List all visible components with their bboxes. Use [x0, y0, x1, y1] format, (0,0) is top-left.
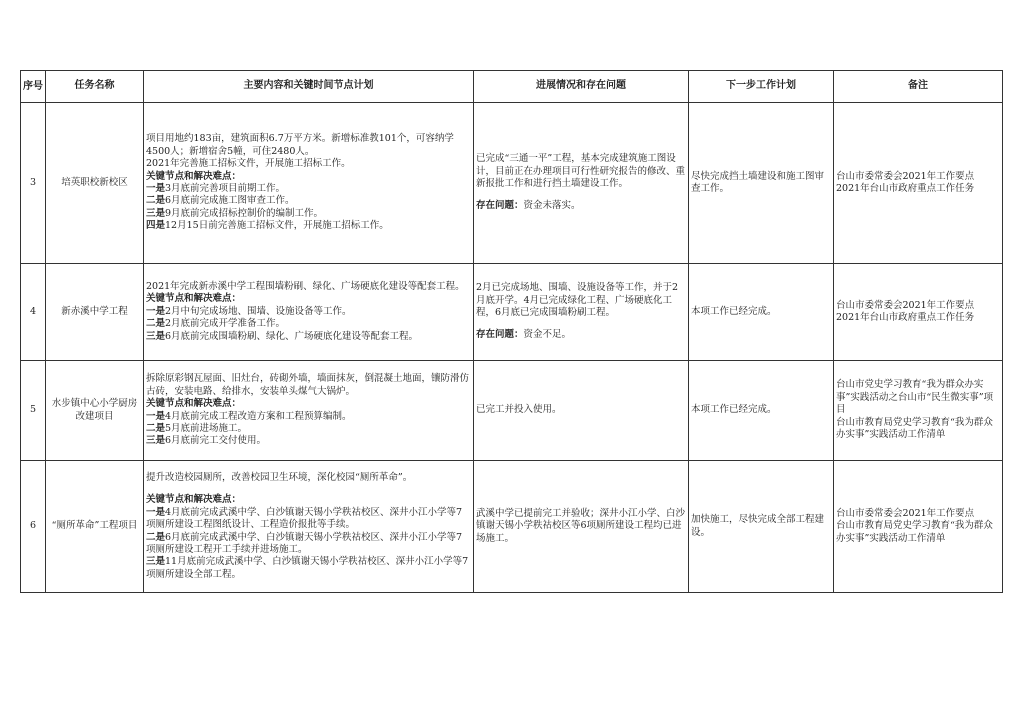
plan-line [146, 171, 471, 183]
header-plan: 主要内容和关键时间节点计划 [144, 71, 474, 103]
problem-label: 存在问题： [476, 329, 524, 341]
note-line: 2021年台山市政府重点工作任务 [836, 312, 975, 323]
task-name: 新赤溪中学工程 [46, 264, 144, 361]
plan-line [146, 435, 471, 447]
notes-cell [834, 264, 1003, 361]
plan-line [146, 423, 471, 435]
progress-text: 已完成“三通一平”工程，基本完成建筑施工图设计，目前正在办理项目可行性研究报告的修改、重新报批工作和进行挡土墙建设工作。 [476, 153, 686, 189]
plan-line-text: 11月底前完成武溪中学、白沙镇谢天锡小学秩祜校区、深井小江小学等7项厕所建设全部工程。 [146, 556, 469, 580]
plan-line-text: 2月底前完成开学准备工作。 [165, 318, 286, 330]
next-step: 本项工作已经完成。 [689, 361, 834, 461]
notes-cell [834, 461, 1003, 593]
plan-line-bold: 三是 [146, 556, 166, 568]
note-line: 台山市党史学习教育“我为群众办实事”实践活动之台山市“民生微实事”项目 [836, 379, 994, 416]
progress-cell [474, 361, 689, 461]
plan-line [146, 398, 471, 410]
plan-line [146, 494, 471, 506]
progress-cell [474, 461, 689, 593]
plan-line [146, 133, 471, 158]
progress-text: 已完工并投入使用。 [476, 404, 562, 416]
next-step: 加快施工，尽快完成全部工程建设。 [689, 461, 834, 593]
plan-line-bold: 关键节点和解决难点： [146, 494, 242, 506]
plan-line-text: 12月15日前完善施工招标文件，开展施工招标工作。 [165, 220, 389, 232]
plan-line-text: 9月底前完成招标控制价的编制工作。 [165, 207, 324, 219]
header-notes: 备注 [834, 71, 1003, 103]
plan-line-text: 2021年完善施工招标文件，开展施工招标工作。 [146, 158, 351, 170]
plan-line-bold: 二是 [146, 531, 166, 543]
plan-line-text: 3月底前完善项目前期工作。 [165, 183, 286, 194]
plan-line [146, 208, 471, 220]
plan-line-text: 6月底前完成武溪中学、白沙镇谢天锡小学秩祜校区、深井小江小学等7项厕所建设工程开工手续并进场施工。 [146, 531, 463, 555]
plan-cell [144, 103, 474, 264]
progress-text: 2月已完成场地、围墙、设施设备等工作，并于2月底开学。4月已完成绿化工程、广场硬底化工程，6月底已完成围墙粉刷工程。 [476, 282, 679, 318]
row-num: 6 [21, 461, 46, 593]
plan-line-bold: 一是 [146, 410, 166, 422]
plan-line-text: 4月底前完成工程改造方案和工程预算编制。 [165, 410, 352, 422]
plan-line-bold: 二是 [146, 422, 166, 434]
plan-line-bold: 一是 [146, 305, 166, 317]
table-row [21, 461, 1003, 593]
plan-line-bold: 二是 [146, 318, 166, 330]
plan-line-bold: 关键节点和解决难点： [146, 398, 242, 410]
plan-line-text: 6月底前完工交付使用。 [165, 435, 267, 447]
plan-line-text: 4月底前完成武溪中学、白沙镇谢天锡小学秩祜校区、深井小江小学等7项厕所建设工程图纸设计、工程造价报批等手续。 [146, 506, 463, 531]
plan-line-text: 2月中旬完成场地、围墙、设施设备等工作。 [165, 305, 352, 317]
plan-line [146, 507, 471, 532]
row-num: 4 [21, 264, 46, 361]
plan-line-text: 拆除原彩钢瓦屋面、旧灶台，砖砌外墙，墙面抹灰，倒混凝土地面，镶防滑仿古砖，安装电路、给排水，安装单头煤气大锅炉。 [146, 373, 470, 397]
task-name: 水步镇中心小学厨房改建项目 [46, 361, 144, 461]
plan-line [146, 158, 471, 170]
plan-line [146, 331, 471, 343]
plan-line [146, 373, 471, 398]
next-step: 尽快完成挡土墙建设和施工图审查工作。 [689, 103, 834, 264]
plan-line-text: 6月底前完成围墙粉刷、绿化、广场硬底化建设等配套工程。 [165, 330, 419, 342]
problem-text: 资金不足。 [523, 329, 572, 341]
plan-line [146, 532, 471, 557]
plan-line [146, 472, 471, 484]
table-row [21, 361, 1003, 461]
table-row [21, 264, 1003, 361]
problem [476, 329, 686, 341]
progress-text: 武溪中学已提前完工并验收；深井小江小学、白沙镇谢天锡小学秩祜校区等6项厕所建设工程均已进场施工。 [476, 507, 686, 544]
plan-line-text: 项目用地约183亩，建筑面积6.7万平方米。新增标准教101个，可容纳学4500人；新增宿舍5幢，可住2480人。 [146, 133, 454, 157]
plan-line-bold: 四是 [146, 220, 166, 232]
plan-line-bold: 二是 [146, 195, 166, 207]
table-header [21, 71, 1003, 103]
plan-line [146, 306, 471, 318]
problem-label: 存在问题： [476, 200, 524, 212]
plan-line-bold: 三是 [146, 207, 166, 219]
plan-line [146, 293, 471, 305]
plan-line-bold: 一是 [146, 183, 166, 194]
plan-cell [144, 461, 474, 593]
task-name: 培英职校新校区 [46, 103, 144, 264]
plan-line-bold: 关键节点和解决难点： [146, 293, 242, 305]
note-line: 台山市教育局党史学习教育“我为群众办实事”实践活动工作清单 [836, 520, 993, 544]
plan-line-text: 6月底前完成施工图审查工作。 [165, 195, 295, 207]
progress-cell [474, 103, 689, 264]
header-progress: 进展情况和存在问题 [474, 71, 689, 103]
notes-cell [834, 361, 1003, 461]
header-name: 任务名称 [46, 71, 144, 103]
header-next: 下一步工作计划 [689, 71, 834, 103]
plan-cell [144, 264, 474, 361]
note-line: 2021年台山市政府重点工作任务 [836, 183, 975, 194]
plan-line [146, 195, 471, 207]
plan-line [146, 281, 471, 293]
table-row [21, 103, 1003, 264]
plan-line [146, 220, 471, 232]
plan-line-bold: 三是 [146, 330, 166, 342]
plan-line [146, 411, 471, 423]
note-line: 台山市教育局党史学习教育“我为群众办实事”实践活动工作清单 [836, 416, 993, 441]
plan-line-bold: 关键节点和解决难点： [146, 170, 242, 182]
note-line: 台山市委常委会2021年工作要点 [836, 170, 975, 182]
row-num: 5 [21, 361, 46, 461]
note-line: 台山市委常委会2021年工作要点 [836, 507, 975, 519]
notes-cell [834, 103, 1003, 264]
plan-line-bold: 三是 [146, 435, 166, 447]
plan-line-text: 5月底前进场施工。 [165, 422, 248, 434]
plan-line [146, 556, 471, 581]
task-table [20, 70, 1003, 593]
next-step: 本项工作已经完成。 [689, 264, 834, 361]
plan-line [146, 183, 471, 195]
problem [476, 200, 686, 212]
plan-line [146, 318, 471, 330]
task-name: “厕所革命”工程项目 [46, 461, 144, 593]
plan-line-bold: 一是 [146, 506, 166, 518]
problem-text: 资金未落实。 [523, 200, 581, 212]
header-num: 序号 [21, 71, 46, 103]
plan-cell [144, 361, 474, 461]
note-line: 台山市委常委会2021年工作要点 [836, 299, 975, 311]
row-num: 3 [21, 103, 46, 264]
plan-line-text: 提升改造校园厕所，改善校园卫生环境，深化校园“厕所革命”。 [146, 471, 413, 483]
progress-cell [474, 264, 689, 361]
plan-line-text: 2021年完成新赤溪中学工程围墙粉刷、绿化、广场硬底化建设等配套工程。 [146, 280, 465, 292]
